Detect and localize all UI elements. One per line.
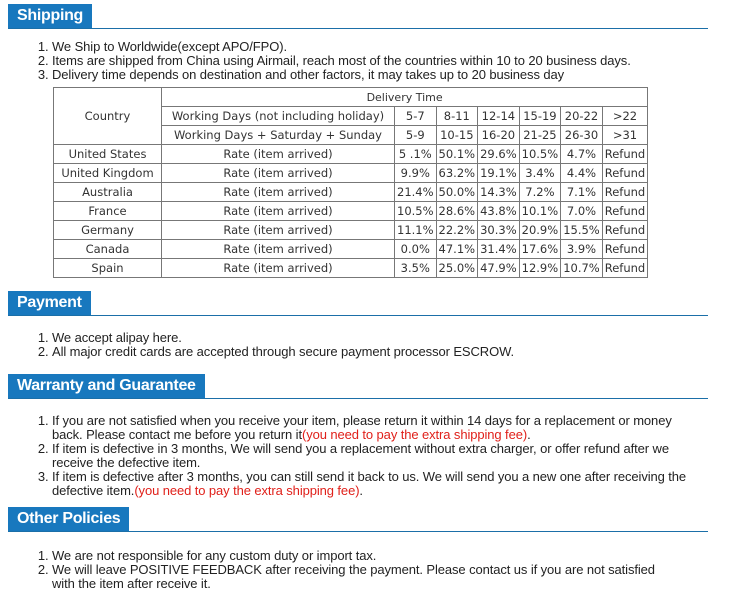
range-cell: >22 — [602, 107, 647, 126]
range-cell: >31 — [602, 126, 647, 145]
payment-header — [8, 291, 708, 316]
country-cell: Australia — [54, 183, 162, 202]
country-cell: United States — [54, 145, 162, 164]
rate-label-cell: Rate (item arrived) — [162, 259, 395, 278]
rate-cell: 31.4% — [478, 240, 520, 259]
rate-cell: 50.1% — [436, 145, 478, 164]
rate-cell: 14.3% — [478, 183, 520, 202]
rate-cell: 11.1% — [395, 221, 437, 240]
rate-cell: 3.4% — [519, 164, 561, 183]
item-text: . — [359, 483, 363, 498]
delivery-time-header: Delivery Time — [162, 88, 648, 107]
row-label: Working Days + Saturday + Sunday — [162, 126, 395, 145]
range-cell: 21-25 — [519, 126, 561, 145]
section-title: Warranty and Guarantee — [8, 374, 205, 398]
delivery-table — [53, 87, 648, 278]
range-cell: 20-22 — [561, 107, 603, 126]
rate-label-cell: Rate (item arrived) — [162, 145, 395, 164]
rate-cell: 43.8% — [478, 202, 520, 221]
rate-cell: 19.1% — [478, 164, 520, 183]
row-label: Working Days (not including holiday) — [162, 107, 395, 126]
rate-cell: 30.3% — [478, 221, 520, 240]
range-cell: 15-19 — [519, 107, 561, 126]
rate-cell: 12.9% — [519, 259, 561, 278]
rate-cell: 3.9% — [561, 240, 603, 259]
range-cell: 10-15 — [436, 126, 478, 145]
country-cell: Spain — [54, 259, 162, 278]
rate-cell: 10.5% — [395, 202, 437, 221]
table-row — [54, 183, 648, 202]
rate-label-cell: Rate (item arrived) — [162, 240, 395, 259]
table-row — [54, 259, 648, 278]
range-cell: 8-11 — [436, 107, 478, 126]
rate-cell: Refund — [602, 164, 647, 183]
list-item: 2. All major credit cards are accepted through secure payment processor ESCROW. — [52, 345, 732, 359]
rate-cell: Refund — [602, 221, 647, 240]
list-item: 2. We will leave POSITIVE FEEDBACK after receiving the payment. Please contact us if you are not satisfied with the item after receive it. — [52, 563, 672, 591]
range-cell: 12-14 — [478, 107, 520, 126]
rate-cell: 7.1% — [561, 183, 603, 202]
rate-cell: 10.7% — [561, 259, 603, 278]
rate-cell: 47.9% — [478, 259, 520, 278]
list-item: 1. We Ship to Worldwide(except APO/FPO). — [52, 40, 732, 54]
rate-cell: 7.2% — [519, 183, 561, 202]
rate-cell: 25.0% — [436, 259, 478, 278]
rate-label-cell: Rate (item arrived) — [162, 221, 395, 240]
list-item — [52, 414, 692, 442]
table-row — [54, 145, 648, 164]
list-item: 2. Items are shipped from China using Airmail, reach most of the countries within 10 to 20 business days. — [52, 54, 732, 68]
table-row — [54, 164, 648, 183]
rate-cell: Refund — [602, 259, 647, 278]
rate-cell: 9.9% — [395, 164, 437, 183]
rate-cell: 15.5% — [561, 221, 603, 240]
list-item: 3. Delivery time depends on destination and other factors, it may takes up to 20 business day — [52, 68, 732, 82]
rate-cell: 47.1% — [436, 240, 478, 259]
rate-cell: 22.2% — [436, 221, 478, 240]
list-item — [52, 470, 692, 498]
other-policies-list — [0, 549, 672, 591]
rate-cell: 5 .1% — [395, 145, 437, 164]
section-title: Other Policies — [8, 507, 129, 531]
rate-cell: Refund — [602, 183, 647, 202]
warning-text: (you need to pay the extra shipping fee) — [301, 427, 528, 442]
range-cell: 16-20 — [478, 126, 520, 145]
rate-cell: 17.6% — [519, 240, 561, 259]
range-cell: 5-7 — [395, 107, 437, 126]
rate-cell: 0.0% — [395, 240, 437, 259]
list-item: 1. We accept alipay here. — [52, 331, 732, 345]
rate-label-cell: Rate (item arrived) — [162, 202, 395, 221]
range-cell: 5-9 — [395, 126, 437, 145]
table-row — [54, 240, 648, 259]
list-item: 2. If item is defective in 3 months, We will send you a replacement without extra charger, or offer refund after we receive the defective item. — [52, 442, 692, 470]
payment-list — [0, 331, 732, 359]
rate-cell: 4.7% — [561, 145, 603, 164]
rate-cell: 21.4% — [395, 183, 437, 202]
rate-cell: 63.2% — [436, 164, 478, 183]
warranty-header — [8, 374, 708, 399]
rate-cell: 20.9% — [519, 221, 561, 240]
item-text: If you are not satisfied when you receive your item, please return it within 14 days for a replacement or money back. Please contact me before you return it — [52, 413, 672, 442]
rate-cell: Refund — [602, 145, 647, 164]
rate-label-cell: Rate (item arrived) — [162, 183, 395, 202]
rate-cell: 4.4% — [561, 164, 603, 183]
range-cell: 26-30 — [561, 126, 603, 145]
warning-text: (you need to pay the extra shipping fee) — [134, 483, 360, 498]
country-cell: France — [54, 202, 162, 221]
country-cell: United Kingdom — [54, 164, 162, 183]
rate-cell: 10.1% — [519, 202, 561, 221]
rate-cell: 7.0% — [561, 202, 603, 221]
table-row — [54, 221, 648, 240]
shipping-list — [0, 40, 732, 82]
shipping-header — [8, 4, 708, 29]
rate-cell: 28.6% — [436, 202, 478, 221]
country-cell: Germany — [54, 221, 162, 240]
section-title: Payment — [8, 291, 91, 315]
rate-cell: Refund — [602, 202, 647, 221]
rate-cell: 50.0% — [436, 183, 478, 202]
country-header: Country — [54, 88, 162, 145]
list-item: 1. We are not responsible for any custom duty or import tax. — [52, 549, 672, 563]
table-row — [54, 202, 648, 221]
section-title: Shipping — [8, 4, 92, 28]
rate-cell: 10.5% — [519, 145, 561, 164]
item-text: If item is defective after 3 months, you can still send it back to us. We will send you a new one after receiving the defective item. — [52, 469, 687, 498]
item-text: . — [527, 427, 531, 442]
rate-cell: 29.6% — [478, 145, 520, 164]
warranty-list — [0, 414, 692, 498]
rate-cell: Refund — [602, 240, 647, 259]
rate-cell: 3.5% — [395, 259, 437, 278]
country-cell: Canada — [54, 240, 162, 259]
other-policies-header — [8, 507, 708, 532]
rate-label-cell: Rate (item arrived) — [162, 164, 395, 183]
